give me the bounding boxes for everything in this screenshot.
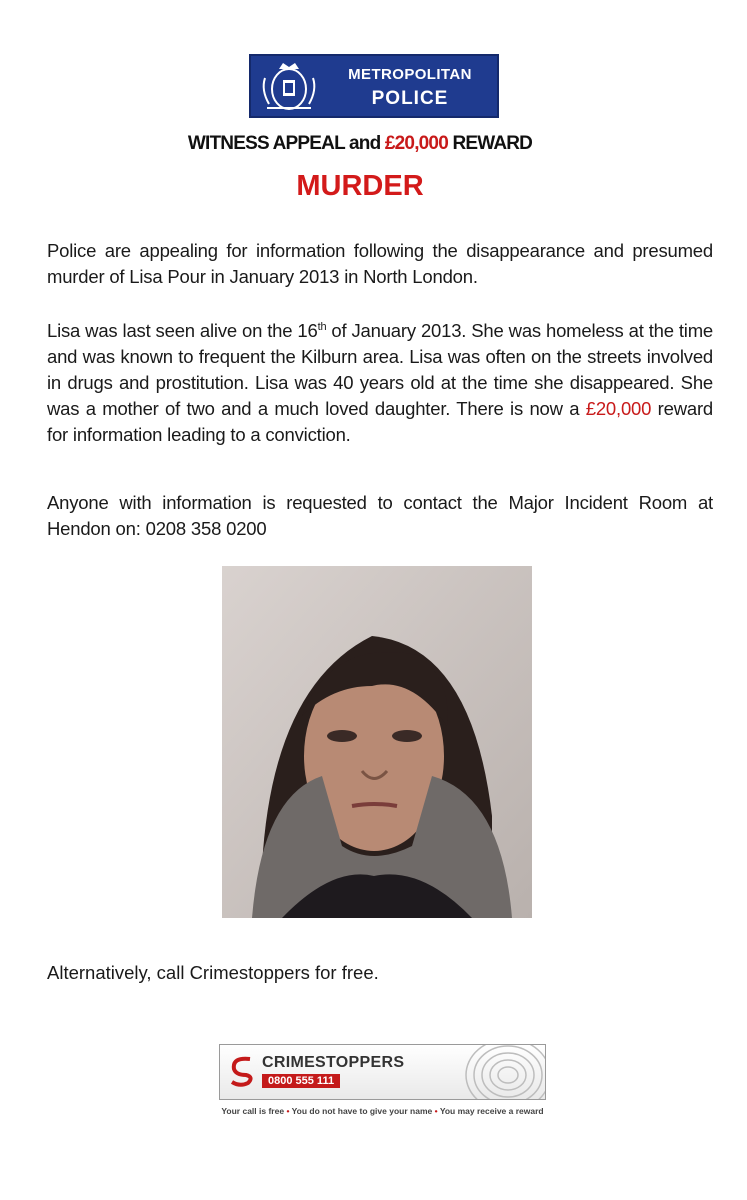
logo-line-police: POLICE — [371, 88, 449, 109]
details-superscript: th — [317, 321, 327, 333]
paragraph-intro: Police are appealing for information following the disappearance and presumed murder of Lisa Pour in January 2013 in North London. — [47, 240, 713, 287]
witness-appeal-heading — [0, 133, 720, 155]
paragraph-details — [47, 318, 713, 448]
paragraph-contact — [47, 490, 713, 542]
appeal-prefix: WITNESS APPEAL and — [187, 133, 385, 154]
murder-heading: MURDER — [296, 170, 424, 202]
portrait-image — [222, 566, 532, 918]
details-text-b: of January 2013. She was homeless at the time and was known to frequent the Kilburn area. Lisa was often on the streets involved in drugs and prostitution. Lisa was 40 years old at the time she disappeared. She was a mother of two and a much loved daughter. There is now a — [47, 320, 714, 419]
victim-photo — [222, 566, 532, 918]
tagline-reward: You may receive a reward — [439, 1106, 544, 1116]
crimestoppers-logo-icon — [228, 1055, 258, 1087]
crimestoppers-name: CRIMESTOPPERS — [262, 1054, 405, 1071]
bullet-icon: • — [286, 1106, 290, 1116]
fingerprint-icon — [448, 1045, 546, 1099]
logo-line-metropolitan: METROPOLITAN — [348, 66, 472, 83]
police-crest-icon — [257, 60, 321, 114]
crimestoppers-banner — [219, 1044, 546, 1100]
tagline-anonymous: You do not have to give your name — [291, 1106, 433, 1116]
crimestoppers-phone[interactable]: 0800 555 111 — [262, 1074, 340, 1088]
contact-phone-number: 0208 358 0200 — [145, 518, 267, 539]
tagline-free-call: Your call is free — [221, 1106, 285, 1116]
details-text-c: reward for information leading to a conviction. — [47, 398, 713, 445]
appeal-suffix: REWARD — [447, 133, 533, 154]
appeal-reward-amount: £20,000 — [384, 133, 448, 154]
bullet-icon: • — [434, 1106, 438, 1116]
details-text-a: Lisa was last seen alive on the 16 — [47, 320, 318, 341]
contact-text: Anyone with information is requested to contact the Major Incident Room at Hendon on: — [47, 492, 713, 539]
crimestoppers-text: Alternatively, call Crimestoppers for free. — [47, 962, 379, 983]
details-reward-amount: £20,000 — [585, 398, 652, 419]
met-police-logo — [249, 54, 499, 118]
crimestoppers-tagline — [219, 1106, 546, 1116]
